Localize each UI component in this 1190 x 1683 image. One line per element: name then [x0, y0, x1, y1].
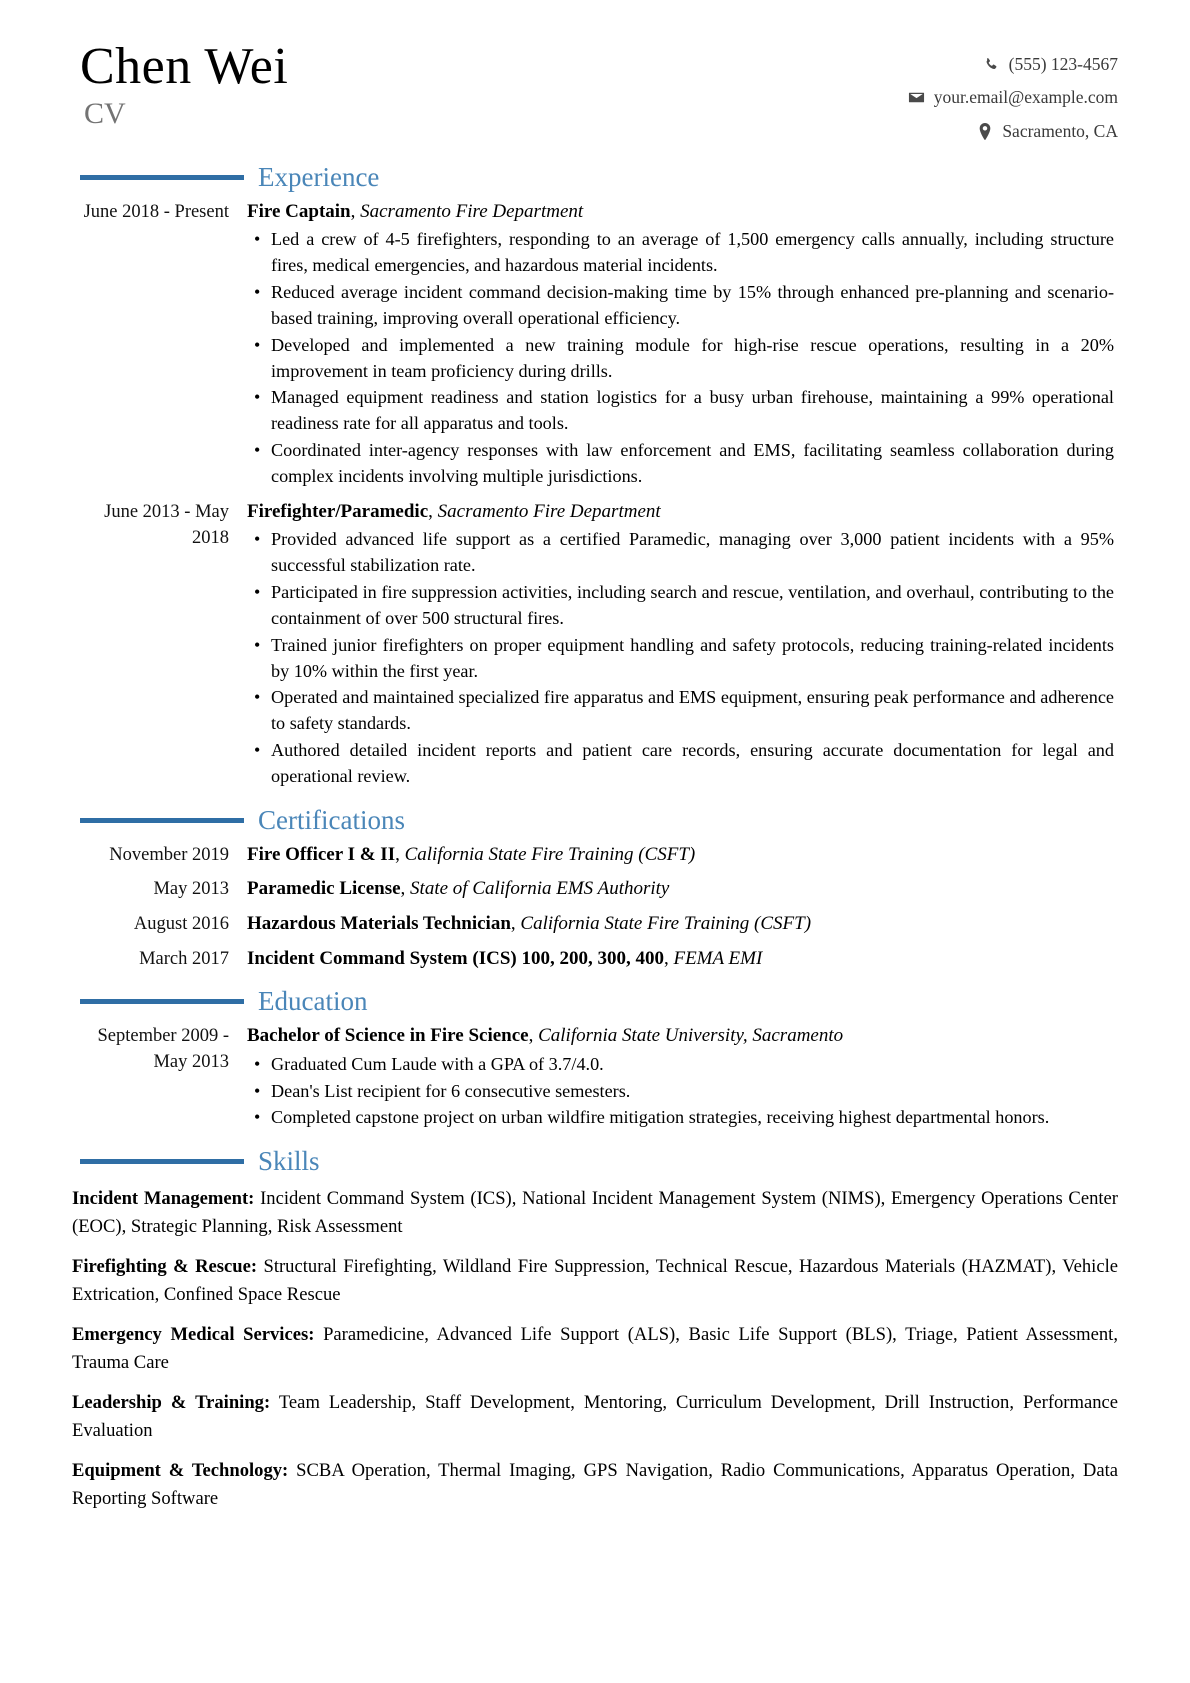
entry-role: Fire Officer I & II — [247, 843, 396, 865]
entry-separator: , — [528, 1025, 539, 1047]
entry-role: Fire Captain — [247, 200, 351, 222]
certification-entry — [72, 946, 1118, 973]
entry-body — [247, 876, 1118, 903]
entry-org: Sacramento Fire Department — [360, 200, 584, 222]
entry-date: May 2013 — [153, 879, 229, 900]
contact-block — [908, 38, 1118, 148]
entry-separator: , — [350, 200, 361, 222]
list-item: • Managed equipment readiness and station logistics for a busy urban firehouse, maintaining a 99% operational readiness rate for all apparatus and tools. — [271, 385, 1118, 437]
entry-bullets — [247, 1052, 1118, 1132]
entry-title — [247, 876, 1118, 903]
entry-body — [247, 499, 1118, 791]
entry-title — [247, 499, 1118, 526]
entry-title — [247, 199, 1118, 226]
skill-group — [72, 1185, 1118, 1240]
section-header-education — [72, 988, 1118, 1015]
entry-separator: , — [510, 913, 521, 934]
skill-group-label: Leadership & Training: — [72, 1392, 271, 1414]
list-item: • Trained junior firefighters on proper equipment handling and safety protocols, reducing training-related incidents by 10% within the first year. — [271, 633, 1118, 685]
skill-group-label: Emergency Medical Services: — [72, 1324, 315, 1346]
entry-title — [247, 1023, 1118, 1050]
entry-separator: , — [663, 947, 674, 969]
skill-group-items: SCBA Operation, Thermal Imaging, GPS Navigation, Radio Communications, Apparatus Operation, Data Reporting Software — [72, 1460, 1118, 1509]
section-rule — [80, 175, 244, 180]
section-rule — [80, 818, 244, 823]
document-subtitle: CV — [84, 96, 126, 130]
list-item: • Dean's List recipient for 6 consecutive semesters. — [271, 1079, 1118, 1105]
entry-body — [247, 842, 1118, 869]
section-header-experience — [72, 161, 1118, 192]
skill-group — [72, 1321, 1118, 1376]
entry-org: State of California EMS Authority — [410, 878, 670, 900]
skill-group-items: Paramedicine, Advanced Life Support (ALS), Basic Life Support (BLS), Triage, Patient Assessment, Trauma Care — [72, 1324, 1118, 1373]
section-title-experience: Experience — [258, 161, 380, 192]
envelope-icon — [908, 89, 925, 106]
name-block — [80, 38, 288, 131]
entry-date: November 2019 — [109, 844, 229, 865]
list-item: • Led a crew of 4-5 firefighters, responding to an average of 1,500 emergency calls annually, including structure fires, medical emergencies, and hazardous material incidents. — [271, 227, 1118, 279]
certification-entry — [72, 876, 1118, 903]
entry-body — [247, 946, 1118, 973]
entry-role: Hazardous Materials Technician — [247, 913, 511, 934]
skill-group-label: Equipment & Technology: — [72, 1460, 289, 1482]
entry-date: June 2018 - Present — [83, 201, 229, 222]
contact-location-text: Sacramento, CA — [1002, 120, 1118, 141]
entry-title — [247, 911, 1118, 938]
contact-email — [908, 81, 1118, 114]
skill-group — [72, 1253, 1118, 1308]
entry-title — [247, 946, 1118, 973]
section-title-skills: Skills — [258, 1146, 320, 1177]
entry-date: June 2013 - May 2018 — [104, 501, 229, 549]
list-item: • Developed and implemented a new training module for high-rise rescue operations, resulting in a 20% improvement in team proficiency during drills. — [271, 333, 1118, 385]
cv-header — [72, 38, 1118, 148]
skill-group-label: Incident Management: — [72, 1188, 255, 1210]
list-item: • Graduated Cum Laude with a GPA of 3.7/4.0. — [271, 1052, 1118, 1078]
entry-separator: , — [400, 878, 411, 900]
entry-bullets — [247, 527, 1118, 789]
skill-group-items: Team Leadership, Staff Development, Mentoring, Curriculum Development, Drill Instruction, Performance Evaluation — [72, 1392, 1119, 1441]
contact-phone — [908, 48, 1118, 81]
skill-group — [72, 1457, 1118, 1512]
entry-role: Firefighter/Paramedic — [247, 500, 429, 522]
certification-entry — [72, 911, 1118, 938]
section-rule — [80, 1159, 244, 1164]
entry-title — [247, 842, 1118, 869]
list-item: • Completed capstone project on urban wildfire mitigation strategies, receiving highest departmental honors. — [271, 1105, 1118, 1131]
section-title-certifications: Certifications — [258, 804, 405, 835]
entry-org: FEMA EMI — [673, 947, 763, 969]
entry-date: September 2009 - May 2013 — [97, 1026, 229, 1073]
page-title: Chen Wei — [80, 38, 289, 95]
entry-separator: , — [428, 500, 438, 522]
entry-body — [247, 199, 1118, 491]
map-pin-icon — [976, 123, 993, 140]
certification-entry — [72, 842, 1118, 869]
education-entry — [72, 1023, 1118, 1132]
entry-org: Sacramento Fire Department — [437, 500, 661, 522]
experience-entry — [72, 499, 1118, 791]
contact-email-text: your.email@example.com — [933, 87, 1118, 108]
list-item: • Participated in fire suppression activities, including search and rescue, ventilation, and overhaul, contributing to the containment of over 500 structural fires. — [271, 580, 1118, 632]
section-title-education: Education — [258, 986, 368, 1017]
skill-group — [72, 1389, 1118, 1444]
entry-separator: , — [395, 843, 405, 865]
list-item: • Operated and maintained specialized fire apparatus and EMS equipment, ensuring peak performance and adherence to safety standards. — [271, 685, 1118, 737]
entry-bullets — [247, 227, 1118, 489]
skill-group-items: Structural Firefighting, Wildland Fire Suppression, Technical Rescue, Hazardous Materials (HAZMAT), Vehicle Extrication, Confined Space Rescue — [72, 1256, 1118, 1305]
list-item: • Provided advanced life support as a certified Paramedic, managing over 3,000 patient incidents with a 95% successful stabilization rate. — [271, 527, 1118, 579]
skill-group-items: Incident Command System (ICS), National Incident Management System (NIMS), Emergency Operations Center (EOC), Strategic Planning, Risk Assessment — [72, 1188, 1118, 1237]
entry-org: California State Fire Training (CSFT) — [404, 843, 696, 865]
experience-entry — [72, 199, 1118, 491]
entry-date: August 2016 — [133, 914, 229, 934]
skill-group-label: Firefighting & Rescue: — [72, 1256, 258, 1278]
entry-role: Paramedic License — [247, 878, 401, 900]
entry-role: Bachelor of Science in Fire Science — [247, 1025, 529, 1047]
entry-org: California State Fire Training (CSFT) — [520, 913, 812, 934]
section-header-certifications — [72, 804, 1118, 835]
entry-body — [247, 1023, 1118, 1132]
entry-date: March 2017 — [139, 948, 229, 969]
entry-org: California State University, Sacramento — [538, 1025, 844, 1047]
phone-icon — [983, 56, 1000, 73]
section-rule — [80, 999, 244, 1004]
section-header-skills — [72, 1148, 1118, 1175]
list-item: • Authored detailed incident reports and patient care records, ensuring accurate documentation for legal and operational review. — [271, 738, 1118, 790]
list-item: • Coordinated inter-agency responses with law enforcement and EMS, facilitating seamless collaboration during complex incidents involving multiple jurisdictions. — [271, 438, 1118, 490]
entry-role: Incident Command System (ICS) 100, 200, 300, 400 — [247, 947, 664, 969]
entry-body — [247, 911, 1118, 938]
contact-location — [908, 115, 1118, 148]
contact-phone-text: (555) 123-4567 — [1008, 54, 1118, 74]
skills-list — [72, 1185, 1118, 1512]
list-item: • Reduced average incident command decision-making time by 15% through enhanced pre-planning and scenario-based training, improving overall operational efficiency. — [271, 280, 1118, 332]
